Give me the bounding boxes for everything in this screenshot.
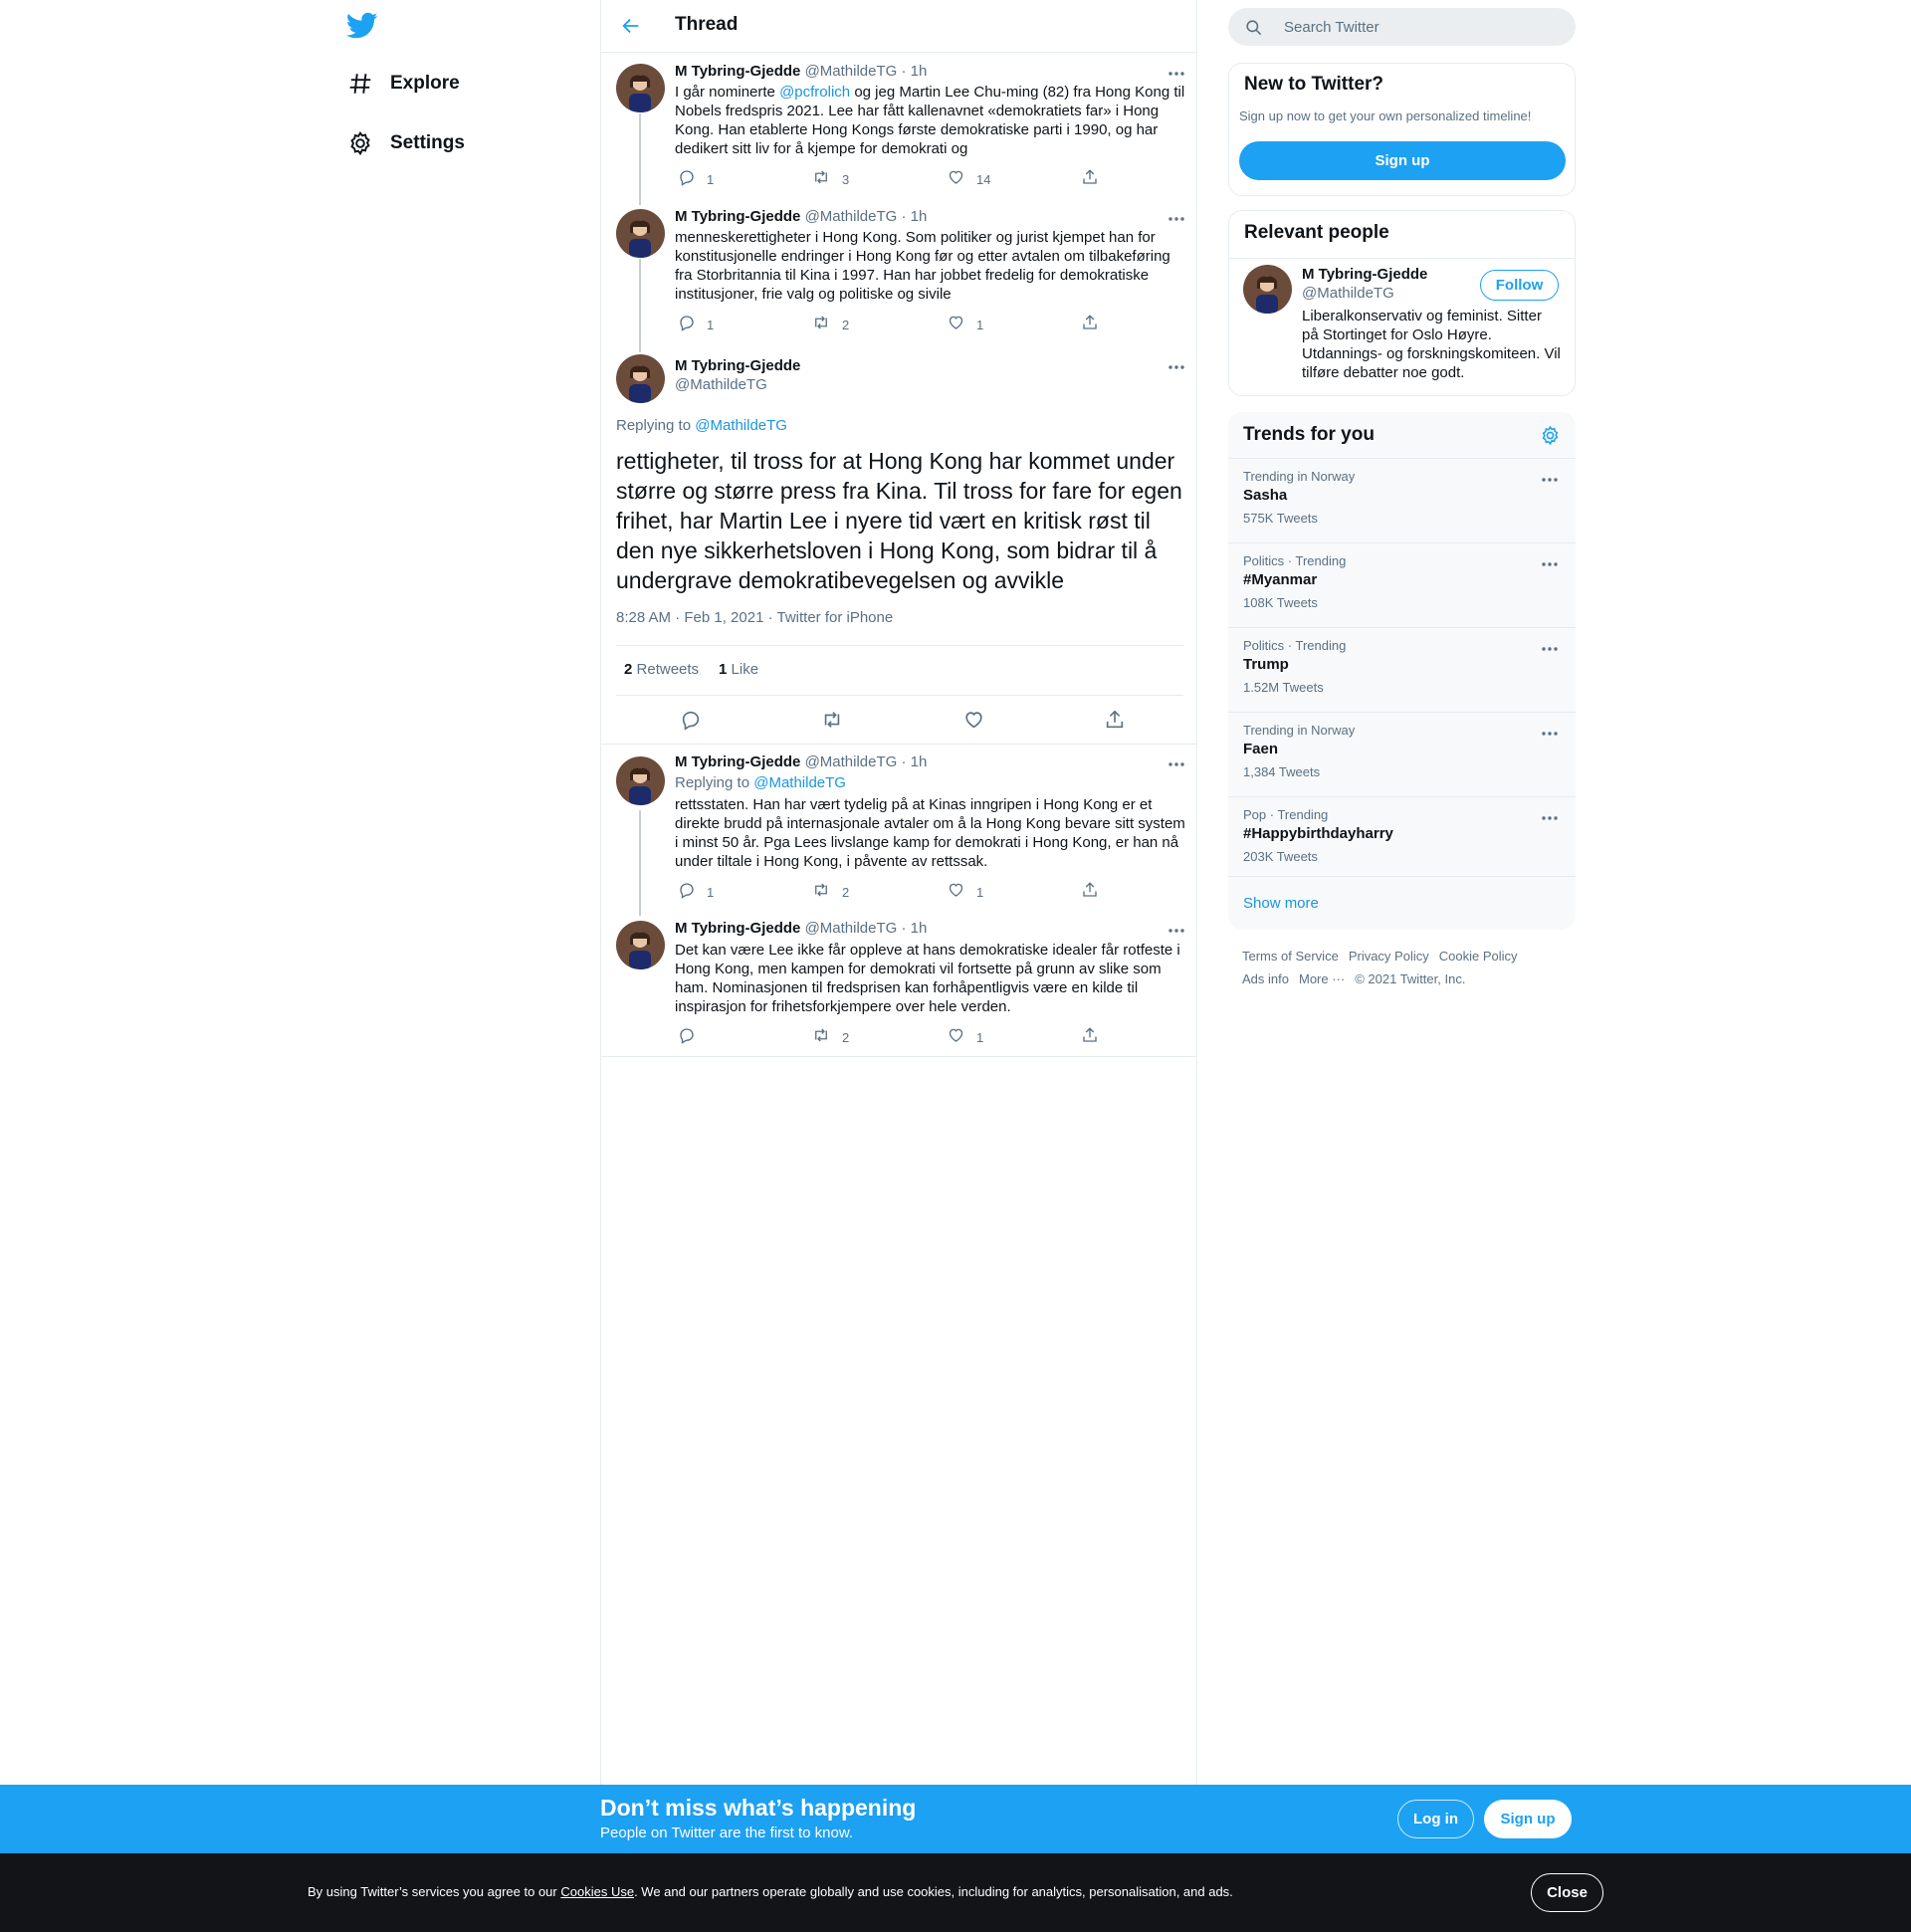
divider bbox=[1229, 258, 1575, 259]
like-button[interactable] bbox=[947, 315, 983, 334]
signup-button[interactable]: Sign up bbox=[1484, 1800, 1572, 1838]
more-icon[interactable] bbox=[1167, 67, 1186, 81]
back-arrow-icon[interactable] bbox=[617, 12, 645, 40]
trend-context: Politics · Trending bbox=[1243, 553, 1347, 568]
more-icon[interactable] bbox=[1540, 557, 1560, 571]
trend-count: 108K Tweets bbox=[1243, 595, 1318, 610]
reply-count: 1 bbox=[707, 171, 715, 187]
retweet-count: 2 bbox=[842, 884, 850, 900]
replying-to: Replying to @MathildeTG bbox=[616, 417, 787, 434]
reply-button[interactable] bbox=[678, 882, 714, 902]
card-title: Relevant people bbox=[1244, 222, 1389, 243]
avatar[interactable] bbox=[616, 921, 665, 969]
reply-icon bbox=[678, 314, 696, 336]
nav-explore[interactable] bbox=[346, 60, 460, 107]
gear-icon bbox=[346, 129, 374, 157]
cookies-use-link[interactable]: Cookies Use bbox=[560, 1884, 635, 1899]
heart-icon bbox=[947, 881, 965, 904]
like-count: 1 bbox=[976, 317, 984, 332]
privacy-link[interactable]: Privacy Policy bbox=[1348, 949, 1429, 964]
share-icon bbox=[1081, 881, 1099, 904]
person-bio: Liberalkonservativ og feminist. Sitter på Stortinget for Oslo Høyre. Utdannings- og forskningskomiteen. Vil tilføre debatter noe godt. bbox=[1302, 308, 1561, 381]
card-title: Trends for you bbox=[1243, 424, 1375, 445]
replying-to-link[interactable]: @MathildeTG bbox=[695, 417, 787, 434]
author-handle[interactable]: @MathildeTG bbox=[804, 753, 898, 770]
retweet-icon bbox=[811, 168, 831, 191]
tweet-text: rettsstaten. Han har vært tydelig på at Kinas inngripen i Hong Kong er et direkte brudd på internasjonale avtaler om å la Hong Kong bevare sitt system i minst 50 år. Pga Lees livslange kamp for demokrati i Hong Kong, er han nå under tiltale i Hong Kong, i påvente av rettssak. bbox=[675, 796, 1185, 870]
reply-count: 1 bbox=[707, 317, 715, 332]
terms-link[interactable]: Terms of Service bbox=[1242, 949, 1339, 964]
retweet-button[interactable] bbox=[811, 1027, 849, 1047]
retweet-button[interactable] bbox=[811, 315, 849, 334]
cookie-text: By using Twitter’s services you agree to our Cookies Use. We and our partners operate globally and use cookies, including for analytics, personalisation, and ads. bbox=[308, 1884, 1233, 1899]
like-button[interactable] bbox=[947, 1027, 983, 1047]
trend-count: 1.52M Tweets bbox=[1243, 680, 1324, 695]
share-button[interactable] bbox=[1081, 1027, 1099, 1047]
nav-explore-label: Explore bbox=[390, 73, 460, 94]
trend-name: #Myanmar bbox=[1243, 571, 1318, 588]
reply-count: 1 bbox=[707, 884, 715, 900]
author-handle[interactable]: @MathildeTG bbox=[804, 63, 898, 80]
share-icon bbox=[1081, 314, 1099, 336]
tweet-time[interactable]: · 1h bbox=[901, 63, 928, 80]
trend-name: Faen bbox=[1243, 741, 1279, 757]
author-handle[interactable]: @MathildeTG bbox=[804, 920, 898, 937]
thread-header bbox=[601, 0, 1196, 53]
trend-context: Politics · Trending bbox=[1243, 638, 1347, 653]
heart-icon[interactable] bbox=[961, 708, 985, 732]
avatar[interactable] bbox=[616, 209, 665, 258]
reply-icon bbox=[678, 1026, 696, 1049]
nav-settings-label: Settings bbox=[390, 132, 465, 153]
more-icon[interactable] bbox=[1540, 642, 1560, 656]
trend-context: Pop · Trending bbox=[1243, 807, 1329, 822]
like-count: 1 bbox=[976, 1029, 984, 1045]
divider bbox=[601, 744, 1196, 745]
cookie-banner bbox=[0, 1853, 1911, 1932]
banner-title: Don’t miss what’s happening bbox=[600, 1795, 917, 1821]
replying-to-link[interactable]: @MathildeTG bbox=[753, 774, 846, 791]
thread-connector bbox=[639, 113, 641, 205]
reply-icon bbox=[678, 881, 696, 904]
footer-links bbox=[1242, 945, 1571, 990]
more-icon[interactable] bbox=[1167, 924, 1186, 938]
trend-item[interactable] bbox=[1228, 796, 1576, 881]
author-name[interactable]: M Tybring-Gjedde bbox=[675, 208, 801, 225]
trend-count: 575K Tweets bbox=[1243, 511, 1318, 526]
trend-item[interactable] bbox=[1228, 627, 1576, 712]
tweet-header bbox=[675, 920, 927, 937]
signup-button[interactable]: Sign up bbox=[1239, 141, 1566, 180]
divider bbox=[601, 1056, 1196, 1057]
nav-settings[interactable] bbox=[346, 119, 465, 167]
tweet-text: I går nominerte @pcfrolich og jeg Martin Lee Chu-ming (82) fra Hong Kong til Nobels fredspris 2021. Lee har fått kallenavnet «demokratiets far» i Hong Kong. Han etablerte Hong Kongs første demokratiske parti i 1990, og har dedikert sitt liv for å kjempe for demokrati og bbox=[675, 84, 1185, 157]
relevant-people-card bbox=[1228, 210, 1576, 396]
search-input[interactable] bbox=[1284, 19, 1563, 36]
tweet-actions bbox=[616, 696, 1183, 744]
author-name[interactable]: M Tybring-Gjedde bbox=[675, 357, 801, 374]
retweet-count: 3 bbox=[842, 171, 850, 187]
retweet-button[interactable] bbox=[811, 882, 849, 902]
person-handle[interactable]: @MathildeTG bbox=[1302, 285, 1394, 302]
mention-link[interactable]: @pcfrolich bbox=[779, 84, 851, 101]
person-name[interactable]: M Tybring-Gjedde bbox=[1302, 266, 1428, 283]
share-icon[interactable] bbox=[1103, 708, 1127, 732]
retweet-count: 2 bbox=[842, 1029, 850, 1045]
reply-icon[interactable] bbox=[679, 708, 703, 732]
like-count: 14 bbox=[976, 171, 991, 187]
thread-column bbox=[600, 0, 1197, 1785]
cookie-policy-link[interactable]: Cookie Policy bbox=[1438, 949, 1518, 964]
trend-item[interactable] bbox=[1228, 458, 1576, 542]
more-icon[interactable] bbox=[1540, 473, 1560, 487]
more-icon[interactable] bbox=[1540, 727, 1560, 741]
tweet-text: rettigheter, til tross for at Hong Kong har kommet under større og større press fra Kina. Til tross for fare for egen frihet, har Martin Lee i nyere tid vært en kritisk røst til den nye sikkerhetsloven i Hong Kong, som bidrar til å undergrave demokratibevegelsen og avvikle bbox=[616, 448, 1182, 593]
copyright: © 2021 Twitter, Inc. bbox=[1355, 971, 1466, 986]
author-handle[interactable]: @MathildeTG bbox=[804, 208, 898, 225]
more-link[interactable]: More ··· bbox=[1298, 971, 1346, 986]
reply-button[interactable] bbox=[678, 315, 714, 334]
tweet-actions bbox=[675, 315, 1113, 334]
tweet-text: menneskerettigheter i Hong Kong. Som politiker og jurist kjempet han for konstitusjonelle endringer i Hong Kong før og etter avtalen om tilbakeføring fra Storbritannia til Kina i 1997. Han har jobbet fredelig for demokratiske institusjoner, frie valg og politiske og sivile bbox=[675, 229, 1170, 303]
heart-icon bbox=[947, 168, 965, 191]
share-button[interactable] bbox=[1081, 169, 1099, 189]
trend-item[interactable] bbox=[1228, 712, 1576, 796]
search-icon bbox=[1244, 17, 1264, 37]
trend-name: #Happybirthdayharry bbox=[1243, 825, 1393, 842]
tweet-time[interactable]: · 1h bbox=[901, 753, 928, 770]
follow-button[interactable]: Follow bbox=[1480, 270, 1559, 301]
retweet-button[interactable] bbox=[811, 169, 849, 189]
author-name[interactable]: M Tybring-Gjedde bbox=[675, 63, 801, 80]
avatar[interactable] bbox=[616, 354, 665, 403]
author-handle[interactable]: @MathildeTG bbox=[675, 376, 767, 393]
signup-banner bbox=[0, 1785, 1911, 1853]
more-icon[interactable] bbox=[1167, 757, 1186, 771]
trend-count: 203K Tweets bbox=[1243, 849, 1318, 864]
trend-name: Sasha bbox=[1243, 487, 1288, 504]
trend-name: Trump bbox=[1243, 656, 1289, 673]
tweet-header bbox=[675, 208, 927, 225]
page-title: Thread bbox=[675, 14, 739, 35]
trend-item[interactable] bbox=[1228, 542, 1576, 627]
share-button[interactable] bbox=[1081, 315, 1099, 334]
share-icon bbox=[1081, 1026, 1099, 1049]
retweet-icon bbox=[811, 881, 831, 904]
tweet-time[interactable]: · 1h bbox=[901, 920, 928, 937]
likes-stat[interactable]: 1 Like bbox=[719, 661, 759, 678]
show-more-link[interactable]: Show more bbox=[1228, 876, 1576, 930]
tweet-text: Det kan være Lee ikke får oppleve at hans demokratiske idealer får rotfeste i Hong Kong, men kampen for demokrati vil fortsette på grunn av slike som ham. Nominasjonen til fredsprisen kan forhåpentligvis være en kilde til inspirasjon for frihetsforkjempere over hele verden. bbox=[675, 942, 1180, 1015]
tweet-stats bbox=[616, 645, 1183, 696]
heart-icon bbox=[947, 314, 965, 336]
avatar[interactable] bbox=[616, 756, 665, 805]
reply-button[interactable] bbox=[678, 1027, 707, 1047]
thread-connector bbox=[639, 259, 641, 352]
trends-card bbox=[1228, 412, 1576, 930]
tweet-actions bbox=[675, 169, 1113, 189]
retweet-icon[interactable] bbox=[820, 708, 844, 732]
replying-to: Replying to @MathildeTG bbox=[675, 774, 846, 791]
trend-context: Trending in Norway bbox=[1243, 723, 1356, 738]
reply-button[interactable] bbox=[678, 169, 714, 189]
trend-context: Trending in Norway bbox=[1243, 469, 1356, 484]
ads-info-link[interactable]: Ads info bbox=[1242, 971, 1289, 986]
like-button[interactable] bbox=[947, 882, 983, 902]
more-icon[interactable] bbox=[1540, 811, 1560, 825]
search-box[interactable] bbox=[1228, 8, 1576, 46]
author-name[interactable]: M Tybring-Gjedde bbox=[675, 753, 801, 770]
tweet-header bbox=[675, 63, 927, 80]
heart-icon bbox=[947, 1026, 965, 1049]
trend-count: 1,384 Tweets bbox=[1243, 764, 1321, 779]
tweet-actions bbox=[675, 1027, 1113, 1047]
more-icon[interactable] bbox=[1167, 212, 1186, 226]
avatar[interactable] bbox=[616, 64, 665, 112]
tweet-timestamp[interactable]: 8:28 AM · Feb 1, 2021 · Twitter for iPhone bbox=[616, 609, 894, 626]
new-to-twitter-card bbox=[1228, 63, 1576, 196]
banner-subtitle: People on Twitter are the first to know. bbox=[600, 1825, 854, 1841]
twitter-bird-icon[interactable] bbox=[346, 12, 386, 44]
author-name[interactable]: M Tybring-Gjedde bbox=[675, 920, 801, 937]
thread-connector bbox=[639, 810, 641, 916]
tweet-actions bbox=[675, 882, 1113, 902]
like-count: 1 bbox=[976, 884, 984, 900]
close-button[interactable]: Close bbox=[1531, 1873, 1603, 1912]
hash-icon bbox=[346, 70, 374, 98]
retweet-icon bbox=[811, 1026, 831, 1049]
card-title: New to Twitter? bbox=[1244, 74, 1384, 95]
share-button[interactable] bbox=[1081, 882, 1099, 902]
retweet-count: 2 bbox=[842, 317, 850, 332]
tweet-time[interactable]: · 1h bbox=[901, 208, 928, 225]
signup-subtitle: Sign up now to get your own personalized timeline! bbox=[1239, 108, 1532, 123]
like-button[interactable] bbox=[947, 169, 990, 189]
login-button[interactable]: Log in bbox=[1397, 1800, 1474, 1838]
more-icon[interactable] bbox=[1167, 360, 1186, 374]
share-icon bbox=[1081, 168, 1099, 191]
retweets-stat[interactable]: 2 Retweets bbox=[624, 661, 700, 678]
avatar[interactable] bbox=[1243, 265, 1292, 314]
reply-icon bbox=[678, 168, 696, 191]
retweet-icon bbox=[811, 314, 831, 336]
gear-icon[interactable] bbox=[1539, 424, 1561, 446]
tweet-header bbox=[675, 753, 927, 770]
